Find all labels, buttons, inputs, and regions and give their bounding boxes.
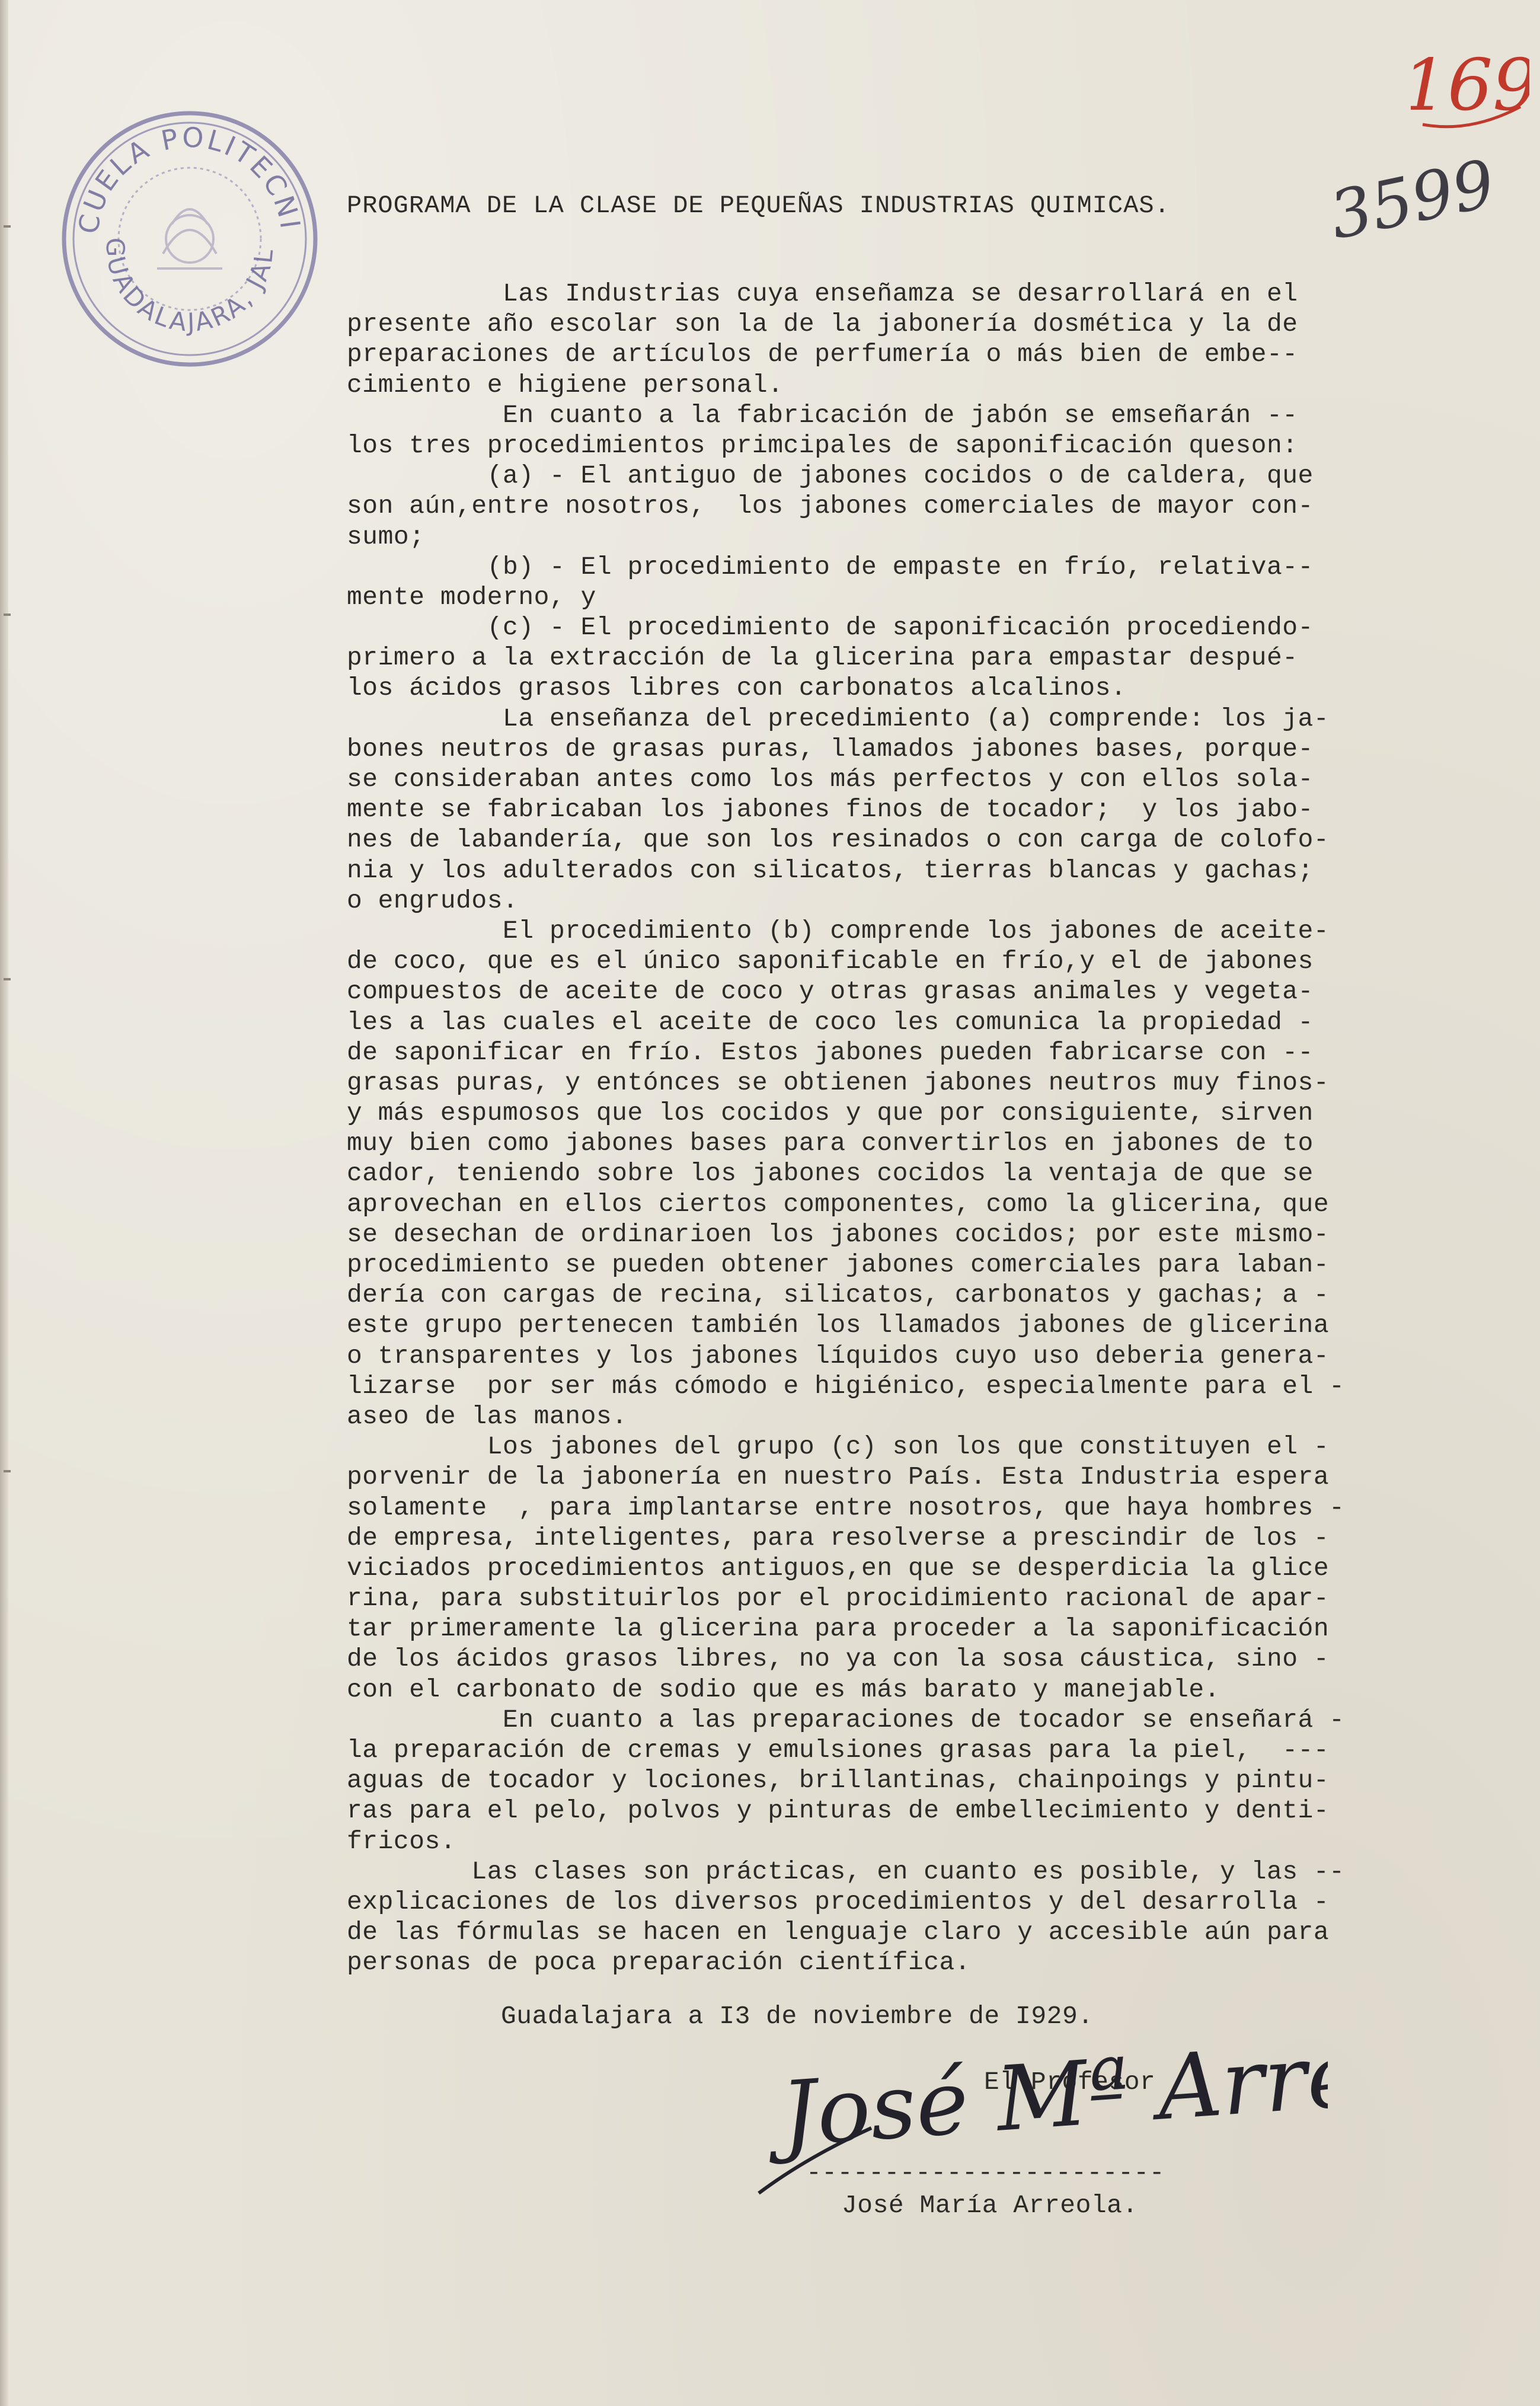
margin-mark: [4, 1470, 11, 1472]
body-line: de coco, que es el único saponificable en frío,y el de jabones: [347, 947, 1314, 976]
body-line: mente moderno, y: [347, 582, 596, 612]
body-line: o engrudos.: [347, 886, 519, 915]
archive-number: [1328, 133, 1494, 252]
svg-text:GUADALAJARA, JAL.: GUADALAJARA, JAL: [100, 237, 279, 337]
body-text: [347, 279, 1344, 1978]
svg-text:ESCUELA POLITECNICA: CUELA POLITECNI: [72, 121, 307, 237]
body-line: porvenir de la jabonería en nuestro País. Esta Industria espera: [347, 1462, 1330, 1492]
body-line: son aún,entre nosotros, los jabones comerciales de mayor con-: [347, 491, 1314, 521]
svg-text:3599: 3599: [1328, 145, 1494, 252]
paper-edge: [0, 0, 8, 2406]
body-line: personas de poca preparación científica.: [347, 1948, 971, 1977]
margin-mark: [4, 614, 11, 616]
body-line: (a) - El antiguo de jabones cocidos o de caldera, que: [347, 461, 1314, 491]
body-line: la preparación de cremas y emulsiones grasas para la piel, ---: [347, 1736, 1330, 1765]
body-line: ras para el pelo, polvos y pinturas de embellecimiento y denti-: [347, 1796, 1330, 1826]
body-line: los ácidos grasos libres con carbonatos alcalinos.: [347, 673, 1127, 703]
body-line: tar primeramente la glicerina para proceder a la saponificación: [347, 1614, 1330, 1644]
seal-graphic: [56, 106, 323, 372]
body-line: El procedimiento (b) comprende los jabones de aceite-: [347, 916, 1330, 945]
body-line: o transparentes y los jabones líquidos cuyo uso deberia genera-: [347, 1341, 1330, 1370]
body-line: de empresa, inteligentes, para resolverse a prescindir de los -: [347, 1523, 1330, 1552]
body-line: rina, para substituirlos por el procidimiento racional de apar-: [347, 1584, 1330, 1613]
body-line: procedimiento se pueden obtener jabones comerciales para laban-: [347, 1250, 1330, 1279]
document-title: PROGRAMA DE LA CLASE DE PEQUEÑAS INDUSTRIAS QUIMICAS.: [347, 191, 1170, 220]
body-line: grasas puras, y entónces se obtienen jabones neutros muy finos-: [347, 1068, 1330, 1097]
body-line: viciados procedimientos antiguos,en que se desperdicia la glice: [347, 1553, 1330, 1583]
svg-text:169: 69: [1447, 44, 1529, 127]
body-line: este grupo pertenecen también los llamados jabones de glicerina: [347, 1311, 1330, 1340]
body-line: La enseñanza del precedimiento (a) comprende: los ja-: [347, 704, 1330, 733]
body-line: de saponificar en frío. Estos jabones pueden fabricarse con --: [347, 1037, 1314, 1067]
margin-mark: [4, 978, 11, 980]
body-line: de las fórmulas se hacen en lenguaje claro y accesible aún para: [347, 1918, 1330, 1947]
body-line: primero a la extracción de la glicerina para empastar despué-: [347, 643, 1298, 673]
body-line: solamente , para implantarse entre nosotros, que haya hombres -: [347, 1493, 1345, 1522]
body-line: bones neutros de grasas puras, llamados jabones bases, porque-: [347, 734, 1314, 763]
body-line: presente año escolar son la de la jabonería dosmética y la de: [347, 309, 1298, 339]
body-line: (c) - El procedimiento de saponificación procediendo-: [347, 613, 1314, 643]
school-seal-stamp: [56, 106, 323, 372]
signer-role: El Profesor: [984, 2068, 1156, 2097]
signer-name: José María Arreola.: [842, 2191, 1138, 2220]
body-line: lizarse por ser más cómodo e higiénico, especialmente para el -: [347, 1371, 1345, 1401]
place-date: Guadalajara a I3 de noviembre de I929.: [501, 2002, 1094, 2031]
body-line: Las clases son prácticas, en cuanto es posible, y las --: [347, 1857, 1345, 1886]
body-line: preparaciones de artículos de perfumería o más bien de embe--: [347, 340, 1298, 369]
body-line: En cuanto a la fabricación de jabón se emseñarán --: [347, 400, 1298, 430]
body-line: mente se fabricaban los jabones finos de tocador; y los jabo-: [347, 795, 1314, 825]
body-line: les a las cuales el aceite de coco les comunica la propiedad -: [347, 1007, 1314, 1037]
margin-mark: [4, 225, 11, 228]
body-line: y más espumosos que los cocidos y que por consiguiente, sirven: [347, 1098, 1314, 1128]
body-line: Los jabones del grupo (c) son los que constituyen el -: [347, 1432, 1330, 1462]
signature-line: -----------------------: [806, 2158, 1165, 2187]
body-line: aseo de las manos.: [347, 1401, 628, 1431]
body-line: sumo;: [347, 522, 425, 551]
body-line: En cuanto a las preparaciones de tocador se enseñará -: [347, 1705, 1345, 1734]
body-line: (b) - El procedimiento de empaste en frío, relativa--: [347, 552, 1314, 581]
body-line: dería con cargas de recina, silicatos, carbonatos y gachas; a -: [347, 1280, 1330, 1310]
body-line: se desechan de ordinarioen los jabones cocidos; por este mismo-: [347, 1219, 1330, 1249]
body-line: compuestos de aceite de coco y otras grasas animales y vegeta-: [347, 977, 1314, 1007]
body-line: nes de labandería, que son los resinados o con carga de colofo-: [347, 825, 1330, 855]
folio-number: [1411, 36, 1529, 142]
body-line: se consideraban antes como los más perfectos y con ellos sola-: [347, 765, 1314, 794]
body-line: fricos.: [347, 1826, 456, 1856]
body-line: los tres procedimientos primcipales de saponificación queson:: [347, 430, 1298, 460]
body-line: muy bien como jabones bases para convertirlos en jabones de to: [347, 1129, 1314, 1158]
body-line: nia y los adulterados con silicatos, tierras blancas y gachas;: [347, 855, 1314, 885]
body-line: aguas de tocador y lociones, brillantinas, chainpoings y pintu-: [347, 1766, 1330, 1795]
body-line: de los ácidos grasos libres, no ya con la sosa cáustica, sino -: [347, 1644, 1330, 1674]
body-line: Las Industrias cuya enseñamza se desarrollará en el: [347, 279, 1298, 308]
svg-text:José Mª Arreola: José Mª Arreola: [778, 2033, 1328, 2167]
body-line: aprovechan en ellos ciertos componentes, como la glicerina, que: [347, 1189, 1330, 1219]
body-line: explicaciones de los diversos procedimientos y del desarrolla -: [347, 1887, 1330, 1916]
body-line: con el carbonato de sodio que es más barato y manejable.: [347, 1675, 1221, 1704]
body-line: cador, teniendo sobre los jabones cocidos la ventaja de que se: [347, 1159, 1314, 1188]
body-line: cimiento e higiene personal.: [347, 370, 784, 400]
